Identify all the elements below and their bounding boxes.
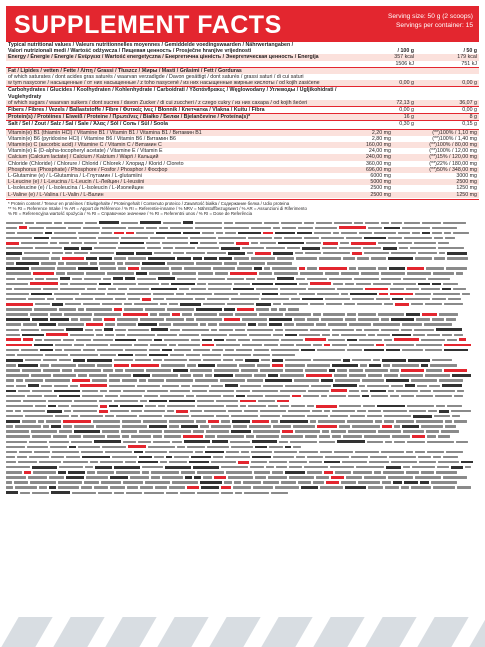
row-value-100g: 0,00 g [346,80,416,87]
table-row [6,87,479,100]
nutrient-name: Vitamin(e) C (ascorbic acid) / Vitamine C / Vitamin C / Витамин C [8,142,162,149]
multilingual-directions-text [6,220,479,497]
nutrient-name: L-Glutamine (e) / L-Glutamina / L-Глутамин / L-glutamiini [8,173,142,180]
row-label: Protein(s) / Protéines / Eiweiß / Proteine / Πρωτεΐνες / Białko / Белки / Bjelančevine / Proteína(s)* [6,114,346,121]
row-label: Carbohydrates / Glucides / Koolhydraten / Kohlenhydrate / Carboidrati / Υδατάνθρακες / Węglowodany / Углеводы / Ugljikohidrati / Vuglehydraty [6,87,346,100]
nutrient-amount-100g: 2,80 mg [371,135,391,142]
row-value-50g: 179 kcal [416,54,479,60]
row-value-100g: 1506 kJ [395,60,414,67]
footnote-protein: * Protein content / Teneur en protéines / Eiwitgehalte / Proteingehalt / Contenuto proteico / Zawartość białka / Содержание белка / Udio proteina [8,200,290,206]
table-row [6,67,479,74]
table-row [6,54,479,60]
row-value-50g: 0,00 g [416,107,479,114]
nutrient-amount-100g: 2500 mg [370,191,391,198]
supplement-facts-header [6,6,479,42]
decorative-stripe [313,617,364,647]
nutrient-amount-100g: 360,00 mg [365,160,391,167]
nutrient-amount-50g: (**)100% / 80,00 mg [429,142,477,149]
nutrient-amount-100g: 6000 mg [370,173,391,180]
decorative-stripe [261,617,312,647]
supplement-facts-panel [6,6,479,497]
fine-print-line [6,490,479,495]
row-value-50g [416,87,479,100]
nutrient-amount-50g: (**)22% / 180,00 mg [429,160,477,167]
row-value-100g: 72,13 g [346,100,416,107]
decorative-stripe [365,617,416,647]
nutrition-table [6,42,479,128]
per-100g-header: / 100 g [397,48,414,55]
row-value-50g: 8 g [416,114,479,121]
table-row [6,80,479,87]
nutrient-amount-100g: 2500 mg [370,185,391,192]
nutrient-amount-50g: (**)100% / 1,40 mg [432,135,477,142]
nutrient-amount-100g: 240,00 mg [365,154,391,161]
row-value-100g: 357 kcal [346,54,416,60]
row-value-100g [346,67,416,74]
nutrient-name: L-Valine (e) / L-Valina / L-Valin / L-Валин [8,191,104,198]
table-row [6,107,479,114]
per-50g-header: / 50 g [463,48,477,55]
nutrient-amount-50g: (**)100% / 12,00 mg [429,148,477,155]
nutrient-name: Calcium (Calcium lactate) / Calcium / Kalzium / Wapń / Кальций [8,154,159,161]
list-item [6,192,479,198]
row-value-50g: 0,15 g [416,121,479,128]
nutrient-amount-50g: (**)100% / 1,10 mg [432,129,477,136]
typical-values-label-2: Valori nutrizionali medi / Wartość odżywcza / Пищевая ценность / Prosječne hranjive vrijednosti [8,48,252,55]
row-value-50g [416,67,479,74]
nutrient-name: Phosphorus (Phosphate) / Phosphore / Fosfor / Phosphor / Фосфор [8,166,168,173]
decorative-stripe [469,617,485,647]
serving-size: Serving size: 50 g (2 scoops) [387,13,473,20]
serving-info [388,12,473,30]
nutrient-name: Chloride (Chloride) / Chlorure / Chlorid / Chlorek / Хлорид / Klorid / Cloreto [8,160,184,167]
table-row [6,61,479,68]
footnote-ri-2: % RI = Referencyjna wartość spożycia / % RI = Справочное значение / % RI = Referentni unos / % RI = Dose de Referência [8,211,253,217]
row-label: of which sugars / waarvan suikers / dont sucres / davon Zucker / di cui zuccheri / z czego cukry / из них сахара / od kojih šećeri [6,100,346,107]
nutrient-amount-100g: 24,00 mg [368,148,391,155]
row-value-50g: 36,07 g [416,100,479,107]
row-label: Energy / Énergie / Energie / Ενέργεια / Wartość energetyczna / Енергетична цінність / Энергетическая ценность / Energija [6,54,346,60]
footnote-ri: ** % RI = Reference Intake / % AR = Apport de Référence / % RI = Referentie-inname / % NRV = Nährstoffbezugswert / % AR = Assunzioni di Riferimento [8,206,307,212]
row-value-50g: 751 kJ [461,60,477,67]
nutrient-amount-50g: 1250 mg [456,191,477,198]
nutrient-amount-50g: (**)15% / 120,00 mg [429,154,477,161]
nutrient-amount-50g: 2500 mg [456,179,477,186]
nutrient-name: L-Isoleucine (e) / L-Isoleucina / L-Isoleucin / L-Изолейцин [8,185,144,192]
decorative-stripe [417,617,468,647]
footer-stripes [0,617,485,647]
nutrient-amount-50g: 3000 mg [456,173,477,180]
nutrient-amount-100g: 2,20 mg [371,129,391,136]
row-label: Salt / Sel / Zout / Salz / Sal / Sale / Άλας / Sól / Соль / Sůl / Soola [6,121,346,128]
row-label: of which saturates / dont acides gras saturés / waarvan verzadigde / Davon gesättigt / dont saturés / grassi saturi / di cui saturi [8,74,304,81]
nutrient-name: Vitamin(e) B6 (pyridoxine HCl) / Vitamine B6 / Vitamin B6 / Витамин B6 [8,135,176,142]
nutrient-amount-100g: 5000 mg [370,179,391,186]
row-label: Fibers / Fibres / Vezels / Ballaststoffe / Fibre / Φυτικές ίνες / Błonnik / Клетчатка / Vlakna / Kuitu / Fibra [6,107,346,114]
vitamins-aminos-list [6,129,479,198]
row-value-50g: 0,00 g [416,80,479,87]
row-label: Fat / Lipides / vetten / Fette / Λίπη / Grassi / Tłuszcz / Жиры / Masti / Grăsimi / Fett / Gorduras [6,67,346,74]
panel-title: SUPPLEMENT FACTS [14,11,282,39]
row-value-100g: 16 g [346,114,416,121]
nutrient-amount-50g: (**)50% / 348,00 mg [429,166,477,173]
row-label [6,61,346,68]
decorative-stripe [157,617,208,647]
nutrient-name: Vitamin(e) B1 (thiamin HCl) / Vitamine B1 / Vitamin B1 / Vitamina B1 / Витамин B1 [8,129,202,136]
nutrient-name: Vitamin(e) E (D-alpha-tocopheryl acetate) / Vitamine E / Vitamin E [8,148,163,155]
row-value-100g: 0,00 g [346,107,416,114]
nutrient-amount-100g: 696,00 mg [365,166,391,173]
nutrient-amount-100g: 160,00 mg [365,142,391,149]
table-row [6,121,479,128]
decorative-stripe [105,617,156,647]
decorative-stripe [1,617,52,647]
row-value-100g [346,87,416,100]
row-label: w tym nasycone / насыщенные / от них насыщенные / z toho nasycené / из них насыщенные жирные кислоты / od kojih zasićene [6,80,346,87]
row-value-100g: 0,30 g [346,121,416,128]
decorative-stripe [209,617,260,647]
typical-values-label: Typical nutritional values / Valeurs nutritionnelles moyennes / Gemiddelde voedingswaarden / Nährwertangaben / [8,42,294,48]
table-row [6,114,479,121]
footnotes [6,199,479,218]
nutrient-name: L-Leucine (e) / L-Leucina / L-Leucin / L-Лейцин / L-leusiini [8,179,145,186]
servings-per-container: Servings per container: 15 [396,22,473,29]
table-row [6,100,479,107]
decorative-stripe [53,617,104,647]
nutrient-amount-50g: 1250 mg [456,185,477,192]
